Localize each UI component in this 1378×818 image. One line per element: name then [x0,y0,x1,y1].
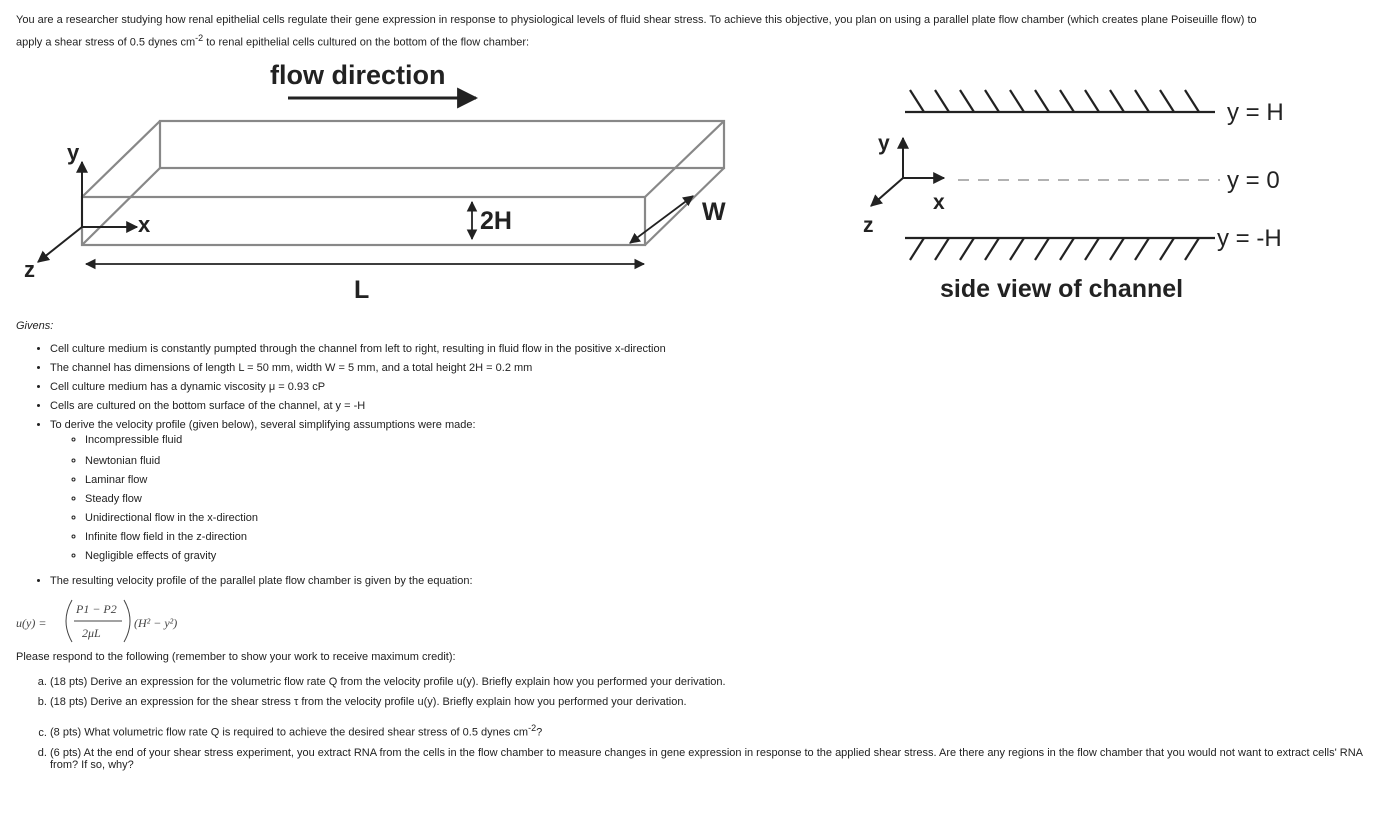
assumption-item: ◦ Negligible effects of gravity [85,547,1050,566]
givens-list [16,340,1050,591]
assumption-item: ◦ Infinite flow field in the z-direction [85,528,1050,547]
bottom-wall-label: y = -H [1217,225,1282,252]
right-paren [124,600,130,642]
assumption-item: ◦ Newtonian fluid [85,452,1050,471]
channel-box [82,121,724,245]
centerline-label: y = 0 [1227,167,1280,194]
given-item-text: To derive the velocity profile (given below), several simplifying assumptions were made: [50,419,476,431]
intro-line-2-end: to renal epithelial cells cultured on the bottom of the flow chamber: [203,36,530,49]
length-label: L [354,276,370,302]
assumptions-list [50,434,1050,566]
intro-paragraph [16,11,1356,52]
intro-line-1: You are a researcher studying how renal epithelial cells regulate their gene expression in response to physiological levels of fluid shear stress. To achieve this objective, you plan on using a parallel plate flow chamber (which creates plane Poiseuille flow) to [16,14,1257,26]
given-item: • Cell culture medium has a dynamic viscosity μ = 0.93 cP [50,378,1050,397]
width-label: W [702,198,726,226]
question-c-exponent: -2 [528,723,537,733]
equation-factor: (H² − y²) [134,616,178,630]
intro-line-2-exponent: -2 [195,33,204,43]
given-item: • Cell culture medium is constantly pumpted through the channel from left to right, resulting in fluid flow in the positive x-direction [50,340,1050,359]
questions-list [16,676,1370,779]
question-b: b. (18 pts) Derive an expression for the shear stress τ from the velocity profile u(y). Briefly explain how you performed your derivation. [50,696,1370,708]
given-item [50,416,1050,566]
top-wall-hatching [910,90,1199,112]
bottom-wall-hatching [910,238,1199,260]
givens-title: Givens: [16,320,54,332]
axis-y-label: y [67,140,80,165]
assumption-item: ◦ Unidirectional flow in the x-direction [85,509,1050,528]
assumption-item: ◦ Incompressible fluid [85,434,1050,446]
question-c-text: (8 pts) What volumetric flow rate Q is required to achieve the desired shear stress of 0.5 dynes cm [50,726,529,739]
left-paren [66,600,72,642]
equation-denominator: 2μL [82,626,101,640]
question-c-end: ? [536,726,543,739]
side-axis-z-label: z [863,214,874,237]
width-dimension-arrow [630,196,693,243]
side-axis-x-label: x [933,191,945,214]
question-a: a. (18 pts) Derive an expression for the volumetric flow rate Q from the velocity profile u(y). Briefly explain how you performed your derivation. [50,676,1370,688]
flow-direction-label: flow direction [270,60,446,90]
velocity-profile-equation [16,596,276,648]
given-item: • The channel has dimensions of length L = 50 mm, width W = 5 mm, and a total height 2H = 0.2 mm [50,359,1050,378]
height-label: 2H [480,207,512,235]
question-c [50,722,1370,739]
question-d: d. (6 pts) At the end of your shear stress experiment, you extract RNA from the cells in the flow chamber to measure changes in gene expression in response to the applied shear stress. Are there any regions in the flow chamber that you would not want to extract cells' RNA from? If so, why? [50,747,1370,771]
intro-line-2: apply a shear stress of 0.5 dynes cm [16,36,196,49]
response-prompt: Please respond to the following (remember to show your work to receive maximum credit): [16,651,456,663]
given-item: • The resulting velocity profile of the parallel plate flow chamber is given by the equation: [50,572,1050,591]
given-item: • Cells are cultured on the bottom surface of the channel, at y = -H [50,397,1050,416]
channel-3d-diagram [0,52,760,302]
axis-z-label: z [24,257,35,282]
assumption-item: ◦ Steady flow [85,490,1050,509]
equation-lhs: u(y) = [16,616,47,630]
axes-3d [38,162,137,262]
axis-x-label: x [138,212,151,237]
side-view-diagram [860,60,1330,320]
top-wall-label: y = H [1227,99,1284,126]
equation-numerator: P1 − P2 [76,602,117,616]
assumption-item: ◦ Laminar flow [85,471,1050,490]
side-axis-y-label: y [878,132,890,155]
side-view-caption: side view of channel [940,275,1184,303]
